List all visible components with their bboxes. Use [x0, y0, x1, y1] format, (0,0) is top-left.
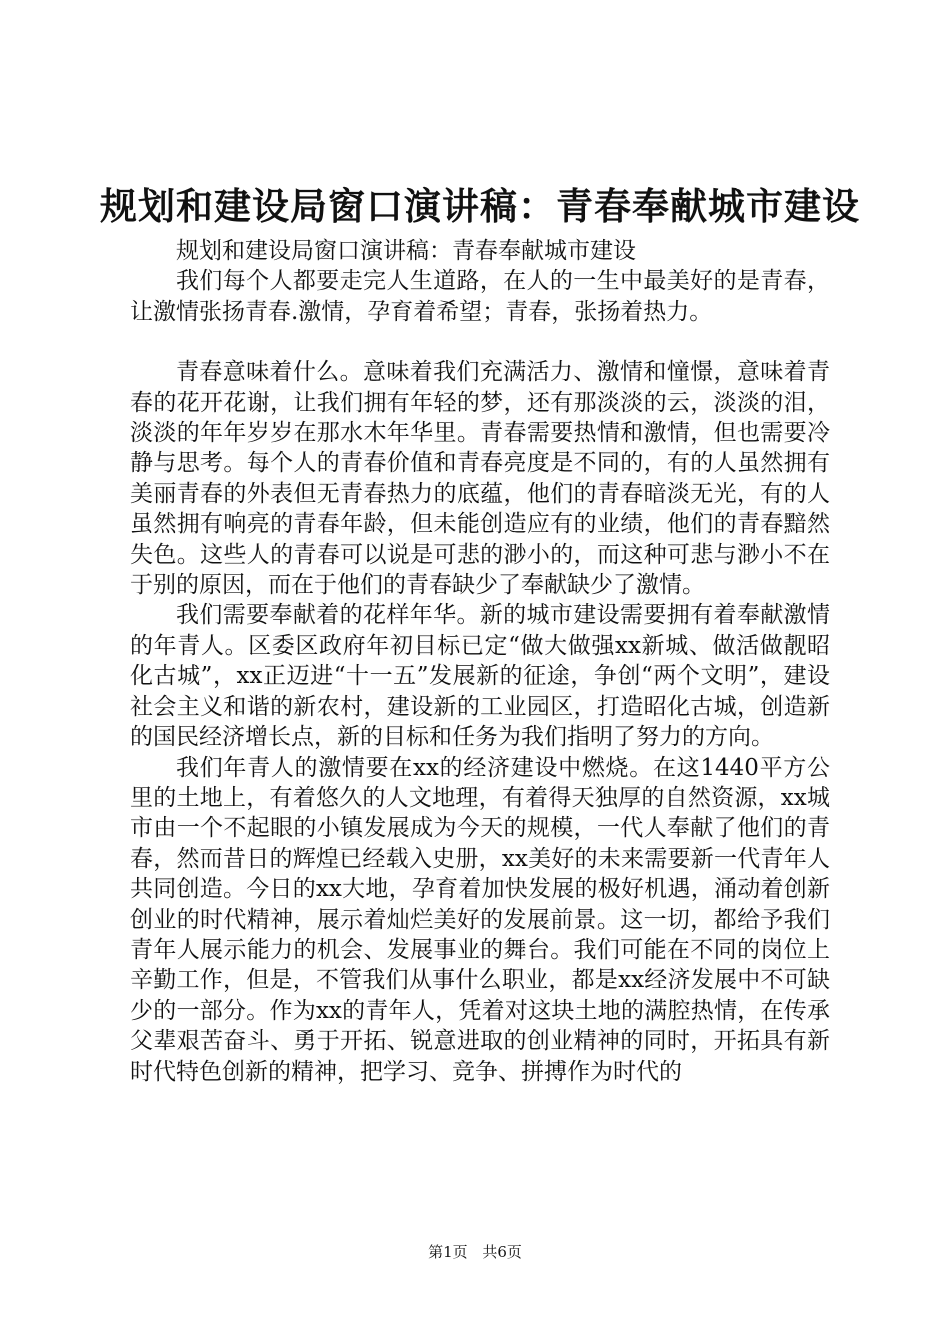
body-paragraph: 我们每个人都要走完人生道路，在人的一生中最美好的是青春，让激情张扬青春.激情，孕育着希望；青春，张扬着热力。 [130, 268, 830, 325]
body-paragraph: 青春意味着什么。意味着我们充满活力、激情和憧憬，意味着青春的花开花谢，让我们拥有年轻的梦，还有那淡淡的云，淡淡的泪，淡淡的年年岁岁在那水木年华里。青春需要热情和激情，但也需要冷静与思考。每个人的青春价值和青春亮度是不同的，有的人虽然拥有美丽青春的外表但无青春热力的底蕴，他们的青春暗淡无光，有的人虽然拥有响亮的青春年龄，但未能创造应有的业绩，他们的青春黯然失色。这些人的青春可以说是可悲的渺小的，而这种可悲与渺小不在于别的原因，而在于他们的青春缺少了奉献缺少了激情。 [130, 359, 830, 599]
document-body [130, 236, 830, 1087]
page-number: 第1页 [428, 1243, 468, 1261]
page-footer [0, 1242, 950, 1262]
document-title: 规划和建设局窗口演讲稿：青春奉献城市建设 [100, 184, 860, 228]
page-total: 共6页 [482, 1243, 522, 1261]
body-paragraph: 我们年青人的激情要在xx的经济建设中燃烧。在这1440平方公里的土地上，有着悠久的人文地理，有着得天独厚的自然资源，xx城市由一个不起眼的小镇发展成为今天的规模，一代人奉献了他们的青春，然而昔日的辉煌已经载入史册，xx美好的未来需要新一代青年人共同创造。今日的xx大地，孕育着加快发展的极好机遇，涌动着创新创业的时代精神，展示着灿烂美好的发展前景。这一切，都给予我们青年人展示能力的机会、发展事业的舞台。我们可能在不同的岗位上辛勤工作，但是，不管我们从事什么职业，都是xx经济发展中不可缺少的一部分。作为xx的青年人，凭着对这块土地的满腔热情，在传承父辈艰苦奋斗、勇于开拓、锐意进取的创业精神的同时，开拓具有新时代特色创新的精神，把学习、竞争、拼搏作为时代的 [130, 754, 830, 1085]
body-paragraph: 我们需要奉献着的花样年华。新的城市建设需要拥有着奉献激情的年青人。区委区政府年初目标已定“做大做强xx新城、做活做靓昭化古城”，xx正迈进“十一五”发展新的征途，争创“两个文明”，建设社会主义和谐的新农村，建设新的工业园区，打造昭化古城，创造新的国民经济增长点，新的目标和任务为我们指明了努力的方向。 [130, 602, 830, 751]
body-paragraph-subtitle: 规划和建设局窗口演讲稿：青春奉献城市建设 [176, 238, 636, 264]
